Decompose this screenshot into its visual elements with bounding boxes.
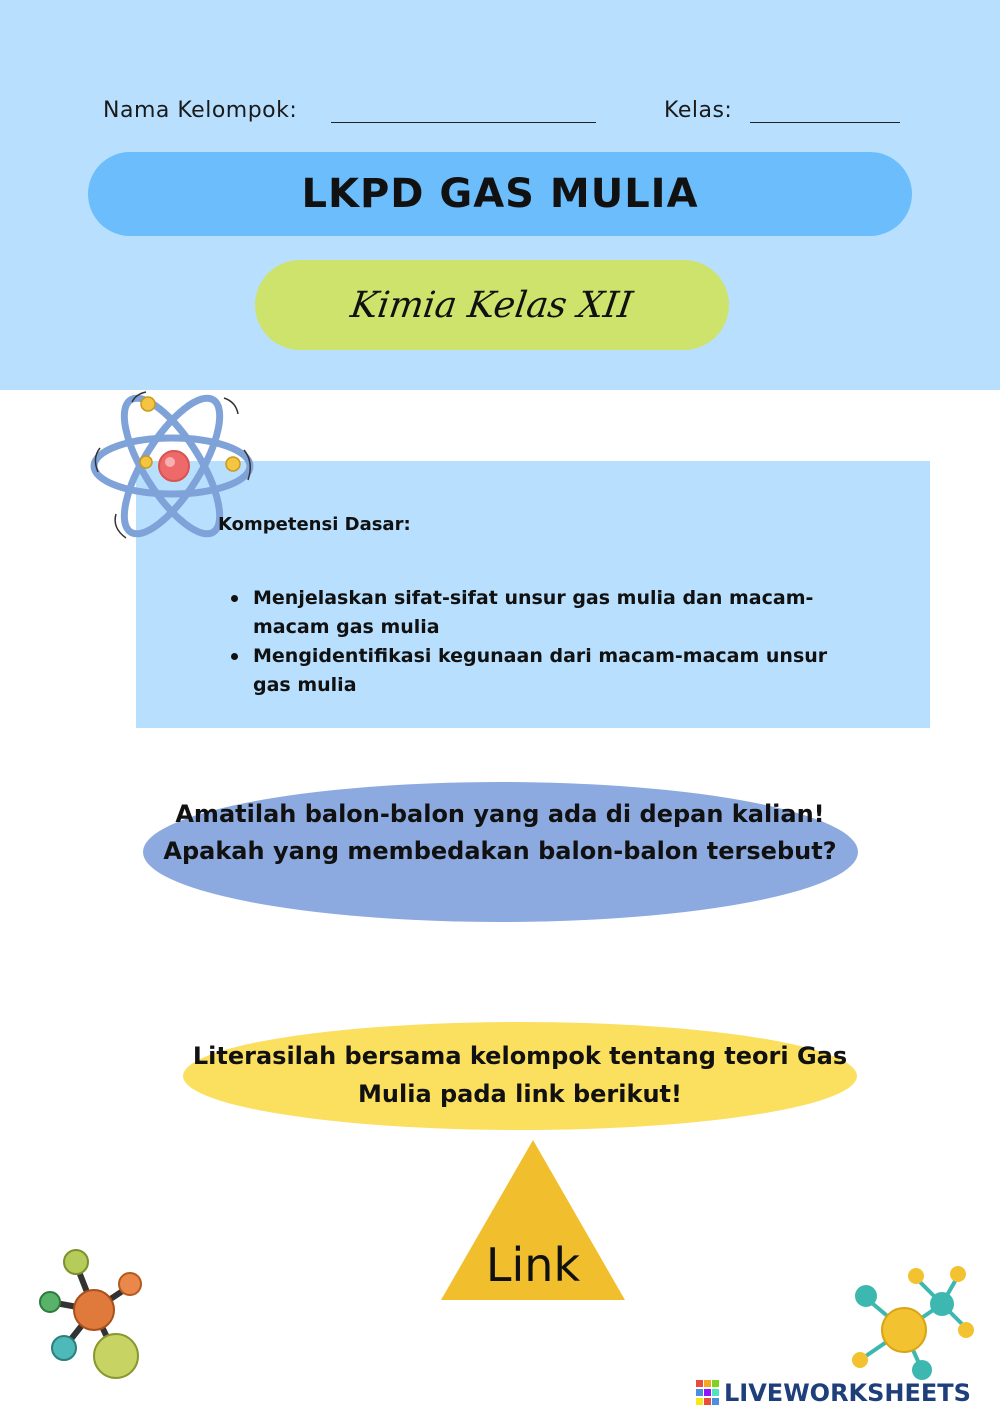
subtitle-banner [255,260,729,350]
kompetensi-list [253,584,853,700]
question-text: Amatilah balon-balon yang ada di depan kalian! Apakah yang membedakan balon-balon tersebut? [163,800,837,865]
molecule-icon [34,1244,146,1382]
kompetensi-title: Kompetensi Dasar: [218,514,411,535]
watermark [696,1378,971,1408]
liveworksheets-logo-icon [696,1380,720,1406]
page-title: LKPD GAS MULIA [301,171,699,217]
page-subtitle: Kimia Kelas XII [348,284,636,326]
list-item: Mengidentifikasi kegunaan dari macam-macam unsur gas mulia [253,642,853,700]
group-name-label: Nama Kelompok: [103,98,298,123]
list-item: Menjelaskan sifat-sifat unsur gas mulia dan macam-macam gas mulia [253,584,853,642]
watermark-text: LIVEWORKSHEETS [724,1379,971,1407]
group-name-field[interactable] [331,122,596,123]
title-banner [88,152,912,236]
molecule-icon [846,1262,976,1380]
literasi-text: Literasilah bersama kelompok tentang teori Gas Mulia pada link berikut! [192,1042,848,1108]
class-label: Kelas: [664,98,733,123]
class-field[interactable] [750,122,900,123]
link-button[interactable]: Link [485,1238,581,1292]
